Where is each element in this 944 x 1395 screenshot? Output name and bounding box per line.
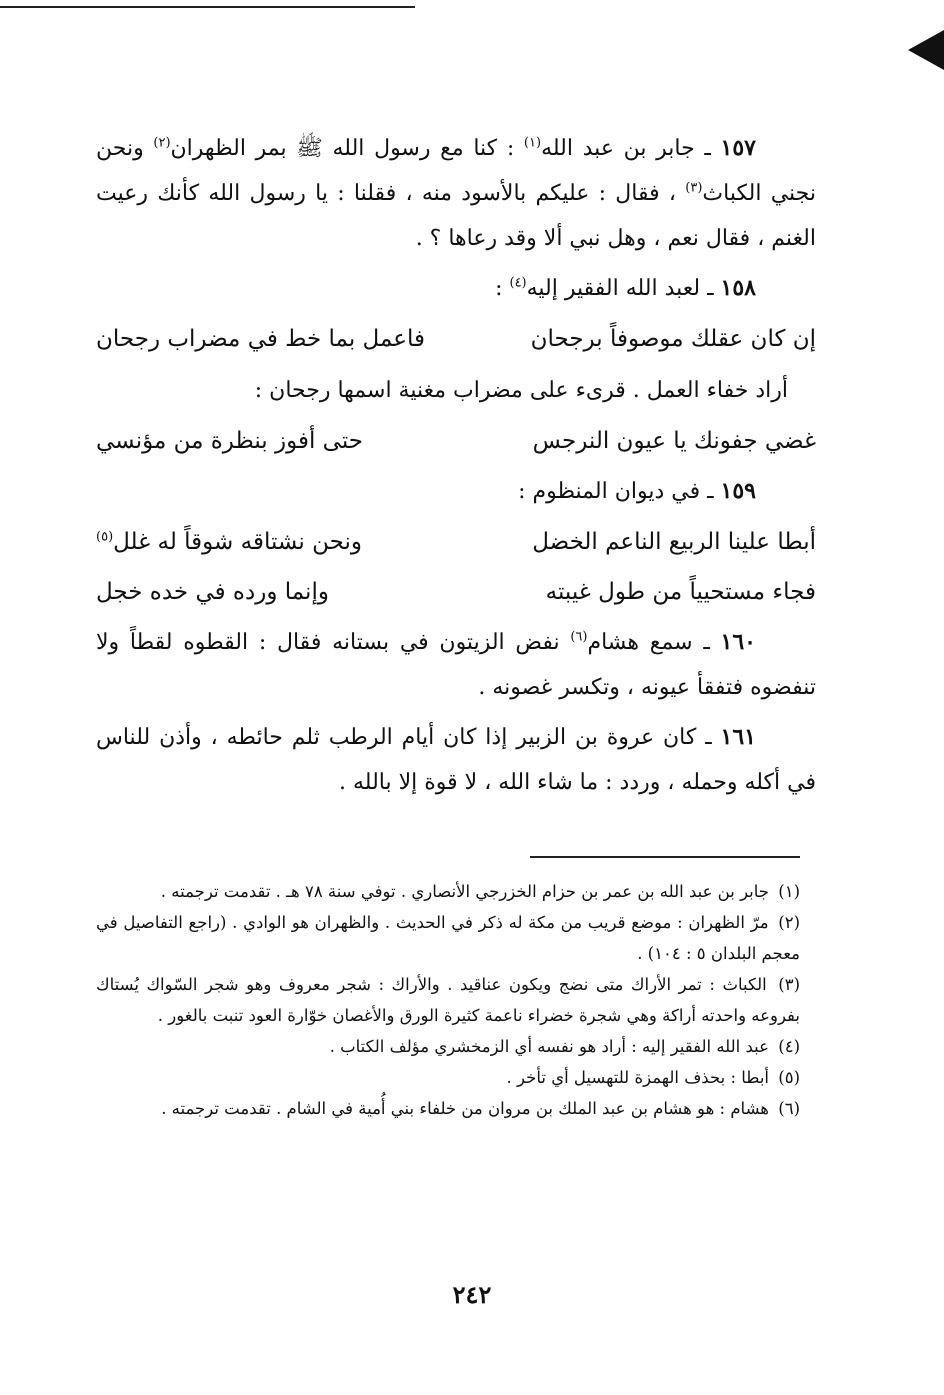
entry-text: نفض الزيتون في بستانه فقال : القطوه لقطاً ولا تنفضوه فتفقأ عيونه ، وتكسر غصونه . bbox=[96, 630, 816, 700]
entry-number: ١٦١ bbox=[720, 724, 756, 750]
footnote-number: (١) bbox=[778, 882, 800, 901]
entry-text: ـ لعبد الله الفقير إليه bbox=[526, 276, 721, 301]
entry-text: : bbox=[495, 276, 510, 301]
entry-158-intro bbox=[96, 266, 816, 311]
footnote-item bbox=[96, 907, 800, 969]
footnote-text: أبطا : بحذف الهمزة للتهسيل أي تأخر . bbox=[506, 1068, 769, 1087]
entry-number: ١٥٧ bbox=[720, 135, 756, 161]
entry-text: ـ جابر بن عبد الله bbox=[541, 136, 721, 161]
hemistich-second bbox=[96, 520, 442, 564]
entry-161 bbox=[96, 715, 816, 805]
entry-160 bbox=[96, 620, 816, 710]
entry-number: ١٦٠ bbox=[720, 629, 756, 655]
footnote-text: مرّ الظهران : موضع قريب من مكة له ذكر في الحديث . والظهران هو الوادي . (راجع التفاصيل في معجم البلدان ٥ : ١٠٤) . bbox=[96, 913, 800, 963]
footnote-item bbox=[96, 1031, 800, 1062]
footnote-text: الكباث : تمر الأراك متى نضج ويكون عناقيد . والأراك : شجر معروف وهو شجر السّواك يُستاك بفروعه واحدته أراكة وهي شجرة خضراء ناعمة كثيرة الورق والأغصان خوّارة العود تنبت بالغور . bbox=[96, 975, 800, 1025]
footnote-ref: (٤) bbox=[509, 275, 527, 291]
footnote-ref: (٣) bbox=[685, 180, 703, 196]
footnotes bbox=[96, 876, 800, 1124]
hemistich-first: إن كان عقلك موصوفاً برجحان bbox=[530, 326, 816, 352]
page-number: ٢٤٢ bbox=[452, 1280, 492, 1309]
entry-157 bbox=[96, 126, 816, 261]
entry-text: : كنا مع رسول الله ﷺ بمر الظهران bbox=[170, 136, 524, 161]
footnote-number: (٣) bbox=[778, 975, 800, 994]
footnote-text: عبد الله الفقير إليه : أراد هو نفسه أي الزمخشري مؤلف الكتاب . bbox=[329, 1037, 769, 1056]
entry-159-intro bbox=[96, 469, 816, 514]
entry-number: ١٥٨ bbox=[720, 275, 756, 301]
hemistich-second: حتى أفوز بنظرة من مؤنسي bbox=[96, 428, 364, 454]
top-rule bbox=[0, 6, 415, 8]
footnote-ref: (٦) bbox=[570, 629, 588, 645]
footnote-ref: (٥) bbox=[96, 529, 114, 545]
hemistich-first: غضي جفونك يا عيون النرجس bbox=[532, 428, 816, 454]
verse-explanation: أراد خفاء العمل . قرىء على مضراب مغنية اسمها رجحان : bbox=[254, 378, 788, 403]
footnote-text: جابر بن عبد الله بن عمر بن حزام الخزرجي الأنصاري . توفي سنة ٧٨ هـ . تقدمت ترجمته . bbox=[160, 882, 769, 901]
footnote-ref: (٢) bbox=[153, 135, 171, 151]
footnote-number: (٢) bbox=[778, 913, 800, 932]
hemistich-first: فجاء مستحيياً من طول غيبته bbox=[545, 579, 816, 605]
footnote-number: (٦) bbox=[778, 1099, 800, 1118]
footnote-item bbox=[96, 876, 800, 907]
main-text bbox=[96, 126, 816, 810]
black-triangle-icon bbox=[908, 30, 944, 70]
hemistich-text: ونحن نشتاقه شوقاً له غلل bbox=[113, 529, 362, 555]
footnote-rule bbox=[530, 856, 800, 858]
footnote-item bbox=[96, 969, 800, 1031]
footnote-item bbox=[96, 1093, 800, 1124]
verse-line bbox=[96, 419, 816, 463]
verse-line bbox=[96, 570, 816, 614]
entry-text: ـ كان عروة بن الزبير إذا كان أيام الرطب ثلم حائطه ، وأذن للناس في أكله وحمله ، وردد : ما شاء الله ، لا قوة إلا بالله . bbox=[96, 725, 816, 795]
footnote-item bbox=[96, 1062, 800, 1093]
hemistich-first: أبطا علينا الربيع الناعم الخضل bbox=[532, 529, 816, 555]
footnote-number: (٥) bbox=[778, 1068, 800, 1087]
hemistich-second: وإنما ورده في خده خجل bbox=[96, 579, 329, 605]
footnote-number: (٤) bbox=[778, 1037, 800, 1056]
footnote-ref: (١) bbox=[523, 135, 542, 151]
verse-line bbox=[96, 317, 816, 361]
entry-text: ـ في ديوان المنظوم : bbox=[518, 479, 721, 504]
entry-text: ـ سمع هشام bbox=[587, 630, 721, 655]
footnote-text: هشام : هو هشام بن عبد الملك بن مروان من خلفاء بني أُمية في الشام . تقدمت ترجمته . bbox=[161, 1099, 769, 1118]
hemistich-second: فاعمل بما خط في مضراب رجحان bbox=[96, 326, 425, 352]
entry-number: ١٥٩ bbox=[720, 478, 756, 504]
entry-text: ونحن نجني الكباث bbox=[96, 136, 817, 206]
entry-text: ، فقال : عليكم بالأسود منه ، فقلنا : يا رسول الله كأنك رعيت الغنم ، فقال نعم ، وهل نبي ألا وقد رعاها ؟ . bbox=[96, 181, 816, 251]
verse-line bbox=[96, 520, 816, 564]
